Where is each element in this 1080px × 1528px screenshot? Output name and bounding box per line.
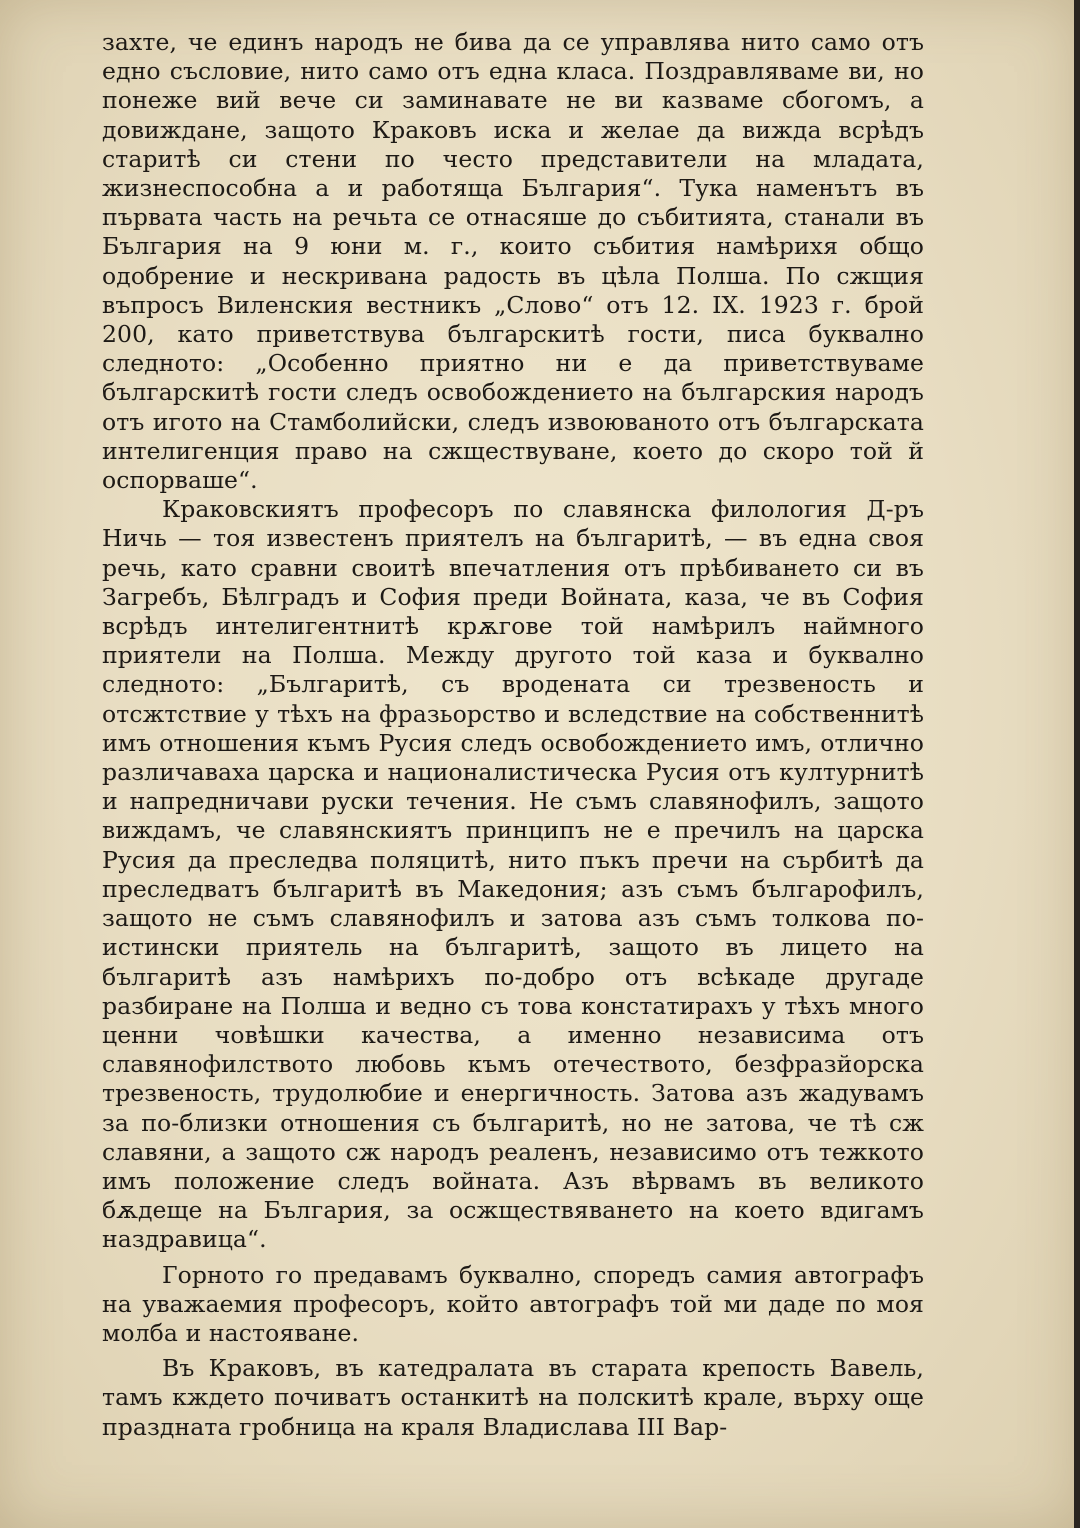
page-text (102, 28, 924, 1442)
paragraph-4: Въ Краковъ, въ катедралата въ старата крепость Вавель, тамъ кждето почиватъ останкитѣ на полскитѣ крале, върху още празднатa гробница на краля Владислава III Вар- (102, 1354, 924, 1441)
paragraph-1: захте, че единъ народъ не бива да се управлява нито само отъ едно съсловие, нито само отъ една класа. Поздравляваме ви, но понеже вий вече си заминавате не ви казваме сбогомъ, а довиждане, защото Краковъ иска и желае да вижда всрѣдъ старитѣ си стени по често представители на младата, жизнеспособна а и работяща България“. Тука наменътъ въ първата часть на речьта се отнасяше до събитията, станали въ България на 9 юни м. г., които събития намѣрихя общо одобрение и нескривана радость въ цѣла Полша. По сжщия въпросъ Виленския вестникъ „Слово“ отъ 12. IX. 1923 г. брой 200, като приветствува българскитѣ гости, писа буквално следното: „Особенно приятно ни е да приветствуваме българскитѣ гости следъ освобождението на българския народъ отъ игото на Стамболийски, следъ извоюваното отъ българската интелигенция право на сжществуване, което до скоро той й оспорваше“. (102, 28, 924, 495)
paragraph-2: Краковскиятъ професоръ по славянска филология Д-ръ Ничь — тоя известенъ приятелъ на българитѣ, — въ една своя речь, като сравни своитѣ впечатления отъ прѣбиването си въ Загребъ, Бѣлградъ и София преди Войната, каза, че въ София всрѣдъ интелигентнитѣ крѫгове той намѣрилъ наймного приятели на Полша. Между другото той каза и буквално следното: „Българитѣ, съ вродената си трезвеность и отсжтствие у тѣхъ на фразьорство и вследствие на собственнитѣ имъ отношения къмъ Русия следъ освобождението имъ, отлично различаваха царска и националистическа Русия отъ културнитѣ и напредничави руски течения. Не съмъ славянофилъ, защото виждамъ, че славянскиятъ принципъ не е пречилъ на царска Русия да преследва поляцитѣ, нито пъкъ пречи на сърбитѣ да преследватъ българитѣ въ Македония; азъ съмъ българофилъ, защото не съмъ славянофилъ и затова азъ съмъ толкова по-истински приятель на българитѣ, защото въ лицето на българитѣ азъ намѣрихъ по-добро отъ всѣкаде другаде разбиране на Полша и ведно съ това констатирахъ у тѣхъ много ценни човѣшки качества, а именно независима отъ славянофилството любовь къмъ отечеството, безфразйорска трезвеность, трудолюбие и енергичность. Затова азъ жадувамъ за по-близки отношения съ българитѣ, но не затова, че тѣ сж славяни, а защото сж народъ реаленъ, независимо отъ тежкото имъ положение следъ войната. Азъ вѣрвамъ въ великото бѫдеще на България, за осжществяването на което вдигамъ наздравица“. (102, 495, 924, 1254)
paragraph-3: Горното го предавамъ буквално, споредъ самия автографъ на уважаемия професоръ, който автографъ той ми даде по моя молба и настояване. (102, 1260, 924, 1347)
